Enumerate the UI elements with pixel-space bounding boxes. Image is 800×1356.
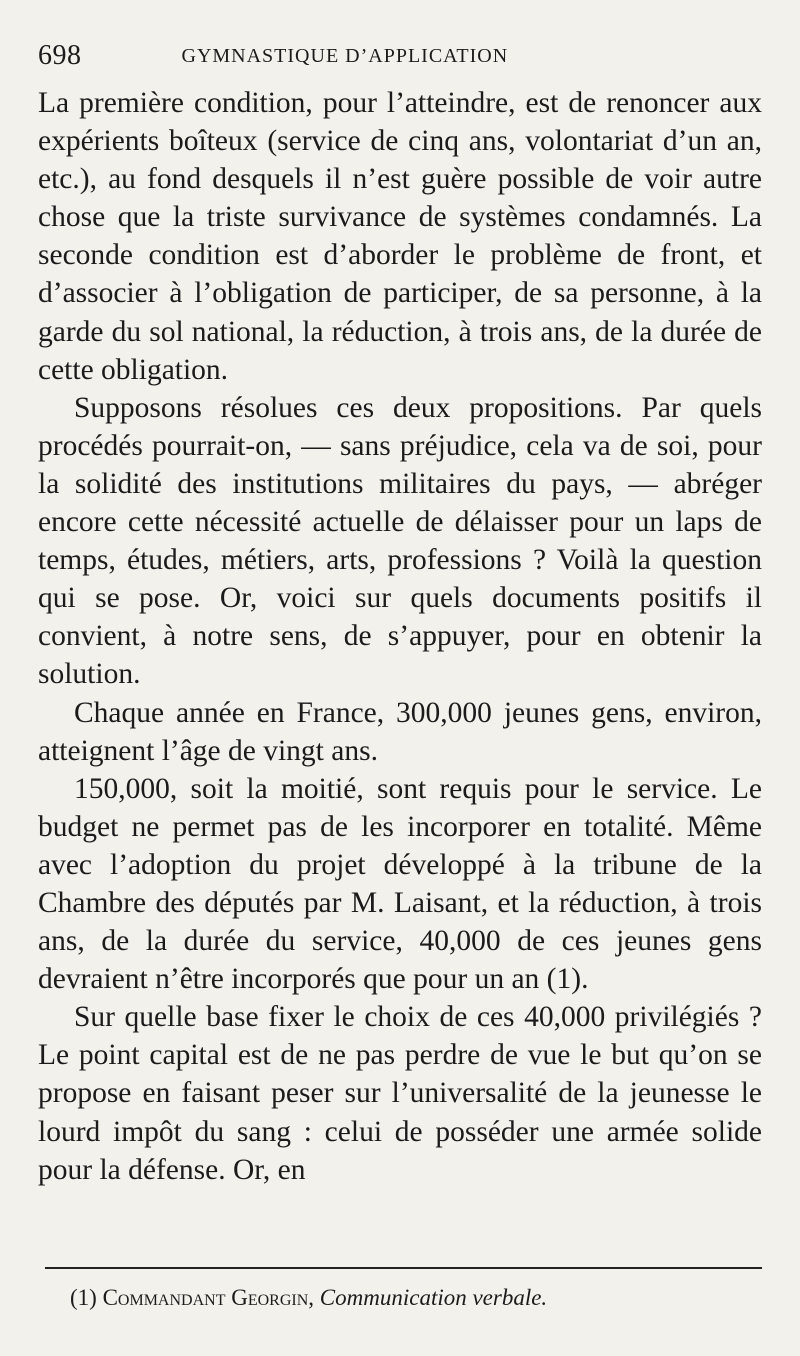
running-title: GYMNASTIQUE D’APPLICATION xyxy=(181,44,509,67)
footnote-author: Commandant Georgin, xyxy=(102,1285,315,1310)
page-header xyxy=(38,38,760,74)
body-text xyxy=(38,84,762,1189)
footnote-marker: (1) xyxy=(70,1285,97,1310)
footnote xyxy=(70,1283,760,1313)
footnote-rule xyxy=(45,1267,762,1269)
paragraph-3: Chaque année en France, 300,000 jeunes gens, environ, atteignent l’âge de vingt ans. xyxy=(38,696,762,767)
paragraph-5: Sur quelle base fixer le choix de ces 40,000 privilégiés ? Le point capital est de ne pas perdre de vue le but qu’on se propose en faisant peser sur l’universalité de la jeunesse le lourd impôt du sang : celui de posséder une armée solide pour la défense. Or, en xyxy=(38,1001,762,1186)
footnote-source: Communication verbale. xyxy=(319,1285,548,1310)
paragraph-1: La première condition, pour l’atteindre, est de renoncer aux expérients boîteux (service de cinq ans, volontariat d’un an, etc.), au fond desquels il n’est guère possible de voir autre chose que la triste survivance de systèmes condamnés. La seconde condition est d’aborder le problème de front, et d’associer à l’obligation de participer, de sa personne, à la garde du sol national, la réduction, à trois ans, de la durée de cette obligation. xyxy=(38,87,762,386)
paragraph-4: 150,000, soit la moitié, sont requis pour le service. Le budget ne permet pas de les incorporer en totalité. Même avec l’adoption du projet développé à la tribune de la Chambre des députés par M. Laisant, et la réduction, à trois ans, de la durée du service, 40,000 de ces jeunes gens devraient n’être incorporés que pour un an (1). xyxy=(38,772,762,996)
paragraph-2: Supposons résolues ces deux propositions. Par quels procédés pourrait-on, — sans préjudice, cela va de soi, pour la solidité des institutions militaires du pays, — abréger encore cette nécessité actuelle de délaisser pour un laps de temps, études, métiers, arts, professions ? Voilà la question qui se pose. Or, voici sur quels documents positifs il convient, à notre sens, de s’appuyer, pour en obtenir la solution. xyxy=(38,391,762,691)
page-number: 698 xyxy=(38,40,82,71)
